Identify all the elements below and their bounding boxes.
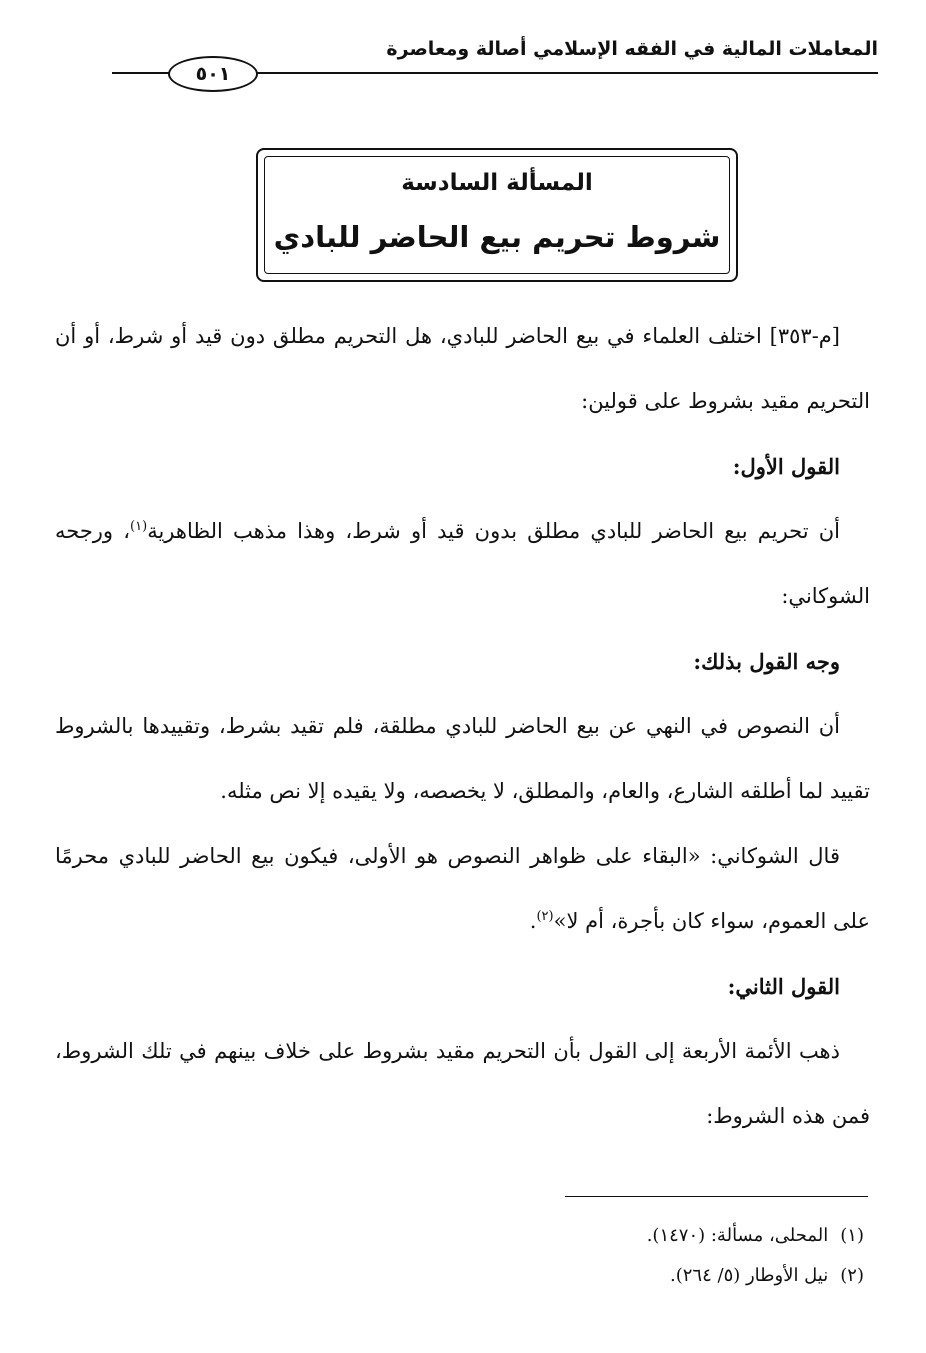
footnote-text: المحلى، مسألة: (١٤٧٠). [646, 1225, 829, 1246]
footnote-ref-1: (١) [130, 519, 148, 534]
footnote-number: (٢) [840, 1265, 864, 1286]
heading-second-opinion: القول الثاني: [727, 974, 840, 999]
footnote-text: نيل الأوطار (٥/ ٢٦٤). [670, 1265, 829, 1286]
heading-reasoning: وجه القول بذلك: [693, 649, 840, 674]
paragraph-quote [55, 824, 870, 954]
section-label: المسألة السادسة [401, 170, 593, 196]
footnote-rule [565, 1196, 868, 1197]
body-text [55, 304, 870, 1149]
footnotes [164, 1216, 864, 1296]
paragraph-first-opinion-tail: ، ورجحه الشوكاني: [55, 519, 870, 608]
footnote-number: (١) [840, 1225, 864, 1246]
paragraph-first-opinion-text: أن تحريم بيع الحاضر للبادي مطلق بدون قيد أو شرط، وهذا مذهب الظاهرية [147, 519, 841, 543]
section-heading: شروط تحريم بيع الحاضر للبادي [273, 220, 721, 254]
paragraph-intro: [م-٣٥٣] اختلف العلماء في بيع الحاضر للبادي، هل التحريم مطلق دون قيد أو شرط، أو أن التحريم مقيد بشروط على قولين: [55, 324, 870, 413]
paragraph-first-opinion [55, 499, 870, 629]
footnote-ref-2: (٢) [536, 909, 554, 924]
footnote-2 [164, 1256, 864, 1296]
paragraph-quote-text: قال الشوكاني: «البقاء على ظواهر النصوص هو الأولى، فيكون بيع الحاضر للبادي محرمًا على العموم، سواء كان بأجرة، أم لا» [55, 844, 870, 933]
paragraph-quote-tail: . [529, 909, 537, 933]
heading-first-opinion: القول الأول: [732, 454, 840, 479]
paragraph-reasoning: أن النصوص في النهي عن بيع الحاضر للبادي مطلقة، فلم تقيد بشرط، وتقييدها بالشروط تقييد لما أطلقه الشارع، والعام، والمطلق، لا يخصصه، ولا يقيده إلا نص مثله. [55, 714, 870, 803]
page-number: ٥٠١ [168, 56, 258, 92]
paragraph-second-opinion: ذهب الأئمة الأربعة إلى القول بأن التحريم مقيد بشروط على خلاف بينهم في تلك الشروط، فمن هذه الشروط: [55, 1039, 870, 1128]
footnote-1 [164, 1216, 864, 1256]
section-title-box [256, 148, 738, 282]
running-title: المعاملات المالية في الفقه الإسلامي أصالة ومعاصرة [386, 38, 878, 60]
